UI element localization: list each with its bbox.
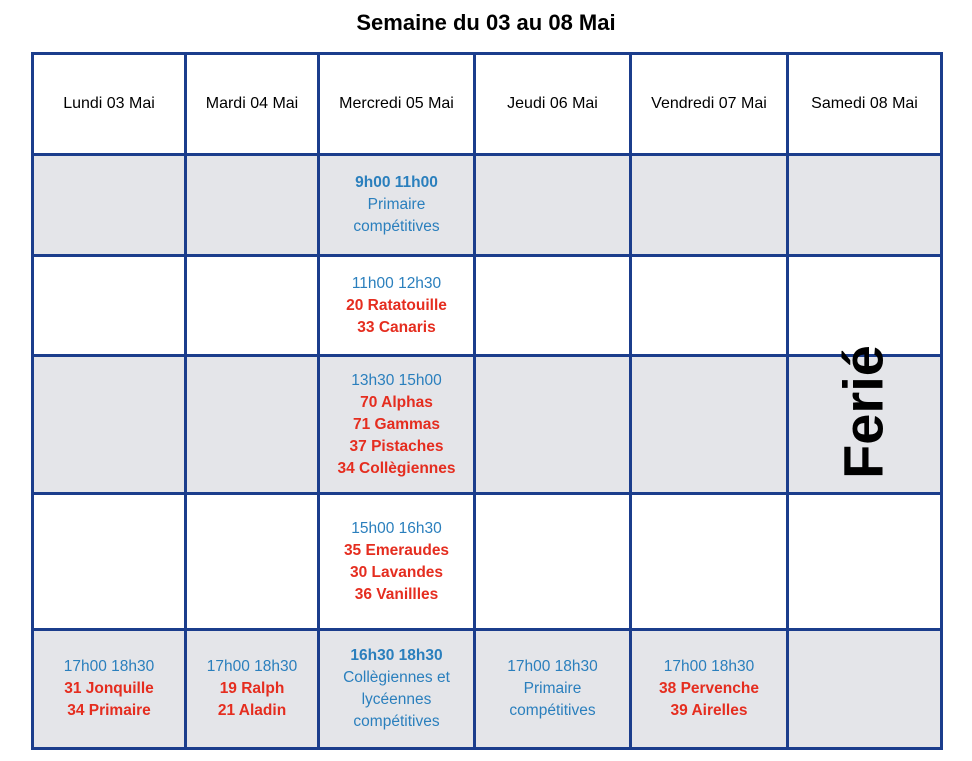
day-header: Jeudi 06 Mai (507, 95, 598, 112)
session-time: 15h00 16h30 (351, 519, 442, 537)
day-header: Mercredi 05 Mai (339, 95, 454, 112)
schedule-cell (789, 156, 940, 254)
schedule-cell (34, 631, 184, 747)
session-time: 17h00 18h30 (507, 658, 598, 675)
schedule-cell (187, 357, 317, 492)
schedule-cell (476, 156, 629, 254)
session-time: 17h00 18h30 (206, 658, 298, 675)
group-name: 35 Emeraudes (343, 541, 450, 559)
schedule-cell (187, 495, 317, 628)
schedule-cell (320, 257, 473, 354)
group-name: 37 Pistaches (349, 437, 444, 455)
session-time: 13h30 15h00 (351, 371, 442, 389)
page-title: Semaine du 03 au 08 Mai (356, 10, 616, 35)
schedule-cell (187, 156, 317, 254)
session-time: 9h00 11h00 (355, 174, 438, 191)
schedule-cell (34, 156, 184, 254)
schedule-cell (320, 631, 473, 747)
session-description: lycéennes (361, 691, 432, 708)
schedule-cell (476, 631, 629, 747)
schedule-cell (632, 257, 786, 354)
group-name: 38 Pervenche (659, 680, 759, 697)
session-description: compétitives (509, 702, 596, 719)
schedule-cell (320, 357, 473, 492)
group-name: 20 Ratatouille (346, 296, 447, 314)
schedule-cell (34, 357, 184, 492)
header-cell (632, 55, 786, 153)
day-header: Mardi 04 Mai (205, 95, 299, 112)
schedule-cell (632, 156, 786, 254)
schedule-cell (476, 357, 629, 492)
group-name: 33 Canaris (357, 318, 436, 336)
group-name: 34 Primaire (67, 702, 151, 719)
day-header: Samedi 08 Mai (811, 95, 918, 112)
group-name: 34 Collègiennes (337, 459, 456, 477)
schedule-cell (476, 495, 629, 628)
day-header: Vendredi 07 Mai (651, 95, 767, 112)
schedule-cell (632, 357, 786, 492)
group-name: 21 Aladin (217, 702, 287, 719)
header-cell (789, 55, 940, 153)
schedule-cell (632, 631, 786, 747)
schedule-cell (789, 495, 940, 628)
session-time: 16h30 18h30 (350, 647, 443, 664)
header-cell (34, 55, 184, 153)
holiday-label: Ferié (831, 345, 895, 479)
schedule-cell (320, 156, 473, 254)
schedule-cell (476, 257, 629, 354)
schedule-cell (187, 631, 317, 747)
schedule-cell (34, 495, 184, 628)
group-name: 30 Lavandes (349, 563, 444, 581)
schedule-table (31, 52, 943, 750)
header-cell (320, 55, 473, 153)
group-name: 36 Vanillles (354, 585, 439, 603)
group-name: 70 Alphas (360, 393, 433, 411)
group-name: 19 Ralph (219, 680, 285, 697)
session-time: 11h00 12h30 (351, 274, 442, 292)
schedule-cell (187, 257, 317, 354)
schedule-cell (34, 257, 184, 354)
session-description: Primaire (367, 196, 426, 213)
session-description: compétitives (353, 713, 440, 730)
session-description: Collègiennes et (343, 669, 450, 686)
schedule-cell (789, 257, 940, 354)
schedule-cell (632, 495, 786, 628)
session-description: Primaire (523, 680, 582, 697)
schedule-cell (320, 495, 473, 628)
day-header: Lundi 03 Mai (63, 95, 155, 112)
header-cell (476, 55, 629, 153)
group-name: 39 Airelles (670, 702, 748, 719)
session-time: 17h00 18h30 (63, 658, 155, 675)
group-name: 71 Gammas (352, 415, 441, 433)
group-name: 31 Jonquille (64, 680, 154, 697)
session-time: 17h00 18h30 (663, 658, 755, 675)
session-description: compétitives (353, 218, 440, 235)
header-cell (187, 55, 317, 153)
schedule-cell (789, 631, 940, 747)
